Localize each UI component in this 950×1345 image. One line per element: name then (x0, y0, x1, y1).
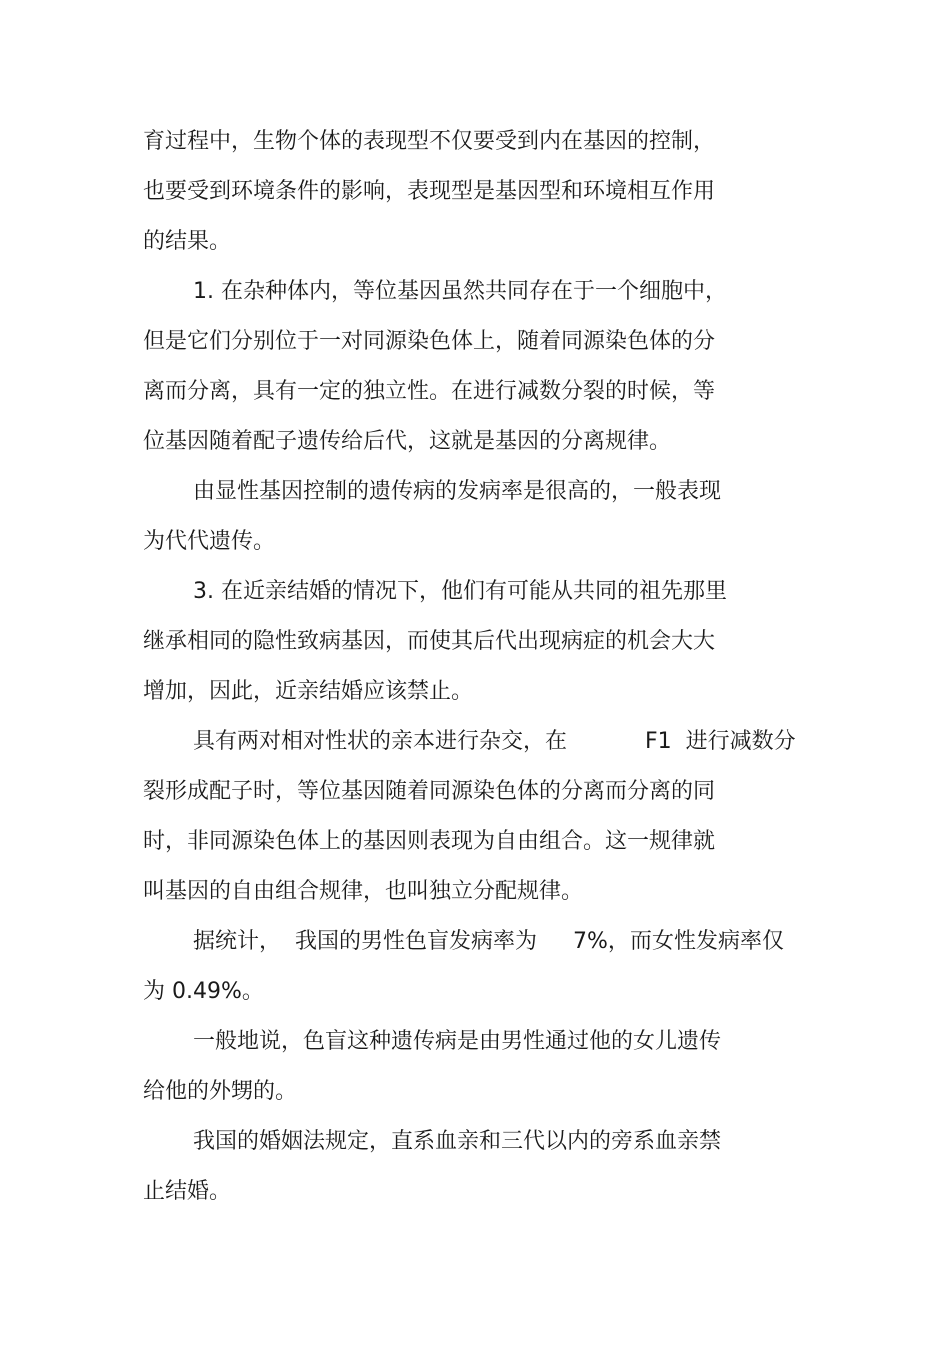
paragraph-first-line: 我国的婚姻法规定，直系血亲和三代以内的旁系血亲禁 (193, 1129, 722, 1154)
paragraph-line: 继承相同的隐性致病基因，而使其后代出现病症的机会大大 (143, 629, 716, 654)
paragraph-line: 为代代遗传。 (143, 529, 276, 554)
paragraph-line: 离而分离，具有一定的独立性。在进行减数分裂的时候，等 (143, 379, 716, 404)
paragraph-line: 叫基因的自由组合规律，也叫独立分配规律。 (143, 879, 584, 904)
text-segment: 据统计， (193, 929, 282, 954)
paragraph-line: 但是它们分别位于一对同源染色体上，随着同源染色体的分 (143, 329, 716, 354)
paragraph-line: 给他的外甥的。 (143, 1079, 298, 1104)
paragraph-first-line (193, 727, 796, 757)
paragraph-line: 时，非同源染色体上的基因则表现为自由组合。这一规律就 (143, 829, 716, 854)
text-segment: 进行减数分 (685, 729, 796, 754)
paragraph-line: 裂形成配子时，等位基因随着同源染色体的分离而分离的同 (143, 779, 716, 804)
text-segment: 7%， (573, 929, 630, 954)
paragraph-first-line (193, 927, 784, 957)
paragraph-line: 位基因随着配子遗传给后代，这就是基因的分离规律。 (143, 429, 672, 454)
paragraph-first-line: 一般地说，色盲这种遗传病是由男性通过他的女儿遗传 (193, 1029, 722, 1054)
paragraph-first-line: 1. 在杂种体内，等位基因虽然共同存在于一个细胞中， (193, 279, 727, 304)
paragraph-line: 的结果。 (143, 229, 232, 254)
paragraph-first-line: 由显性基因控制的遗传病的发病率是很高的，一般表现 (193, 479, 722, 504)
paragraph-line: 为 0.49%。 (143, 979, 264, 1004)
paragraph-first-line: 3. 在近亲结婚的情况下，他们有可能从共同的祖先那里 (193, 579, 727, 604)
paragraph-line: 育过程中，生物个体的表现型不仅要受到内在基因的控制， (143, 129, 716, 154)
paragraph-line: 止结婚。 (143, 1179, 232, 1204)
paragraph-line: 也要受到环境条件的影响，表现型是基因型和环境相互作用 (143, 179, 716, 204)
text-segment: 而女性发病率仅 (629, 929, 784, 954)
paragraph-line: 增加，因此，近亲结婚应该禁止。 (143, 679, 474, 704)
text-segment: F1 (645, 729, 672, 754)
text-segment: 我国的男性色盲发病率为 (295, 929, 538, 954)
text-segment: 具有两对相对性状的亲本进行杂交，在 (193, 729, 568, 754)
